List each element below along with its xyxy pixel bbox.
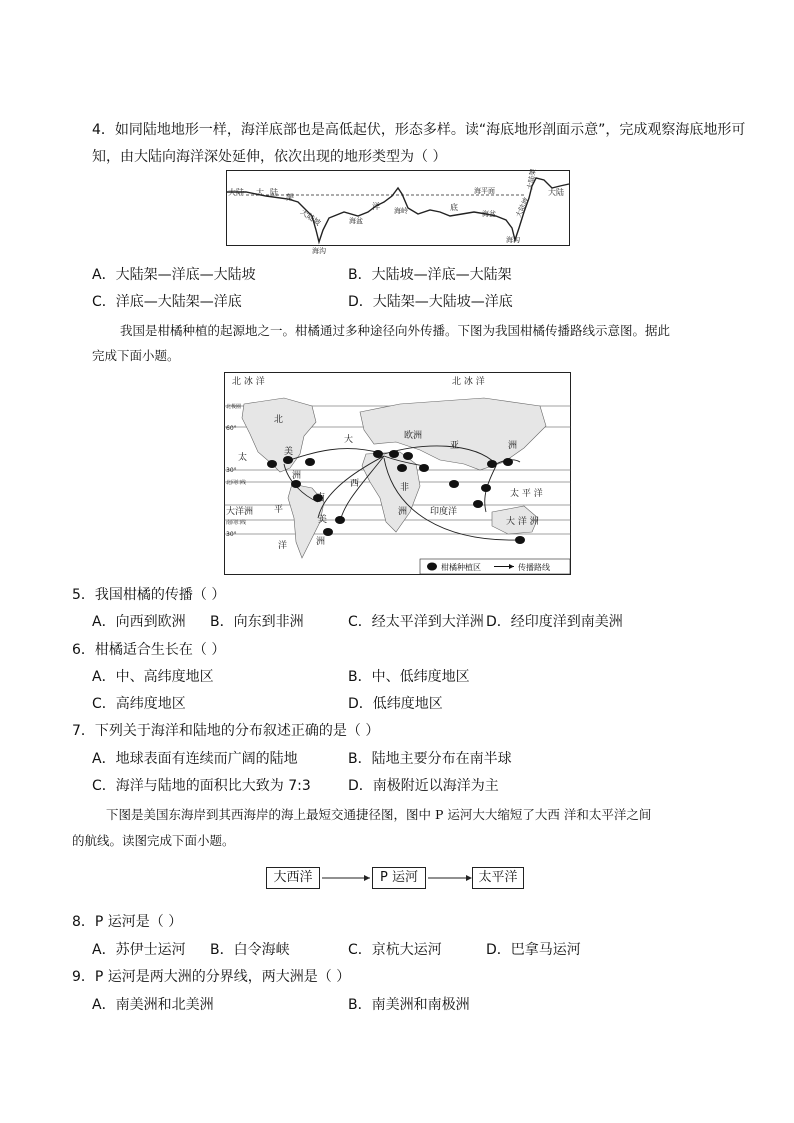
q6-option-d: D．低纬度地区 <box>348 696 443 712</box>
map-arctic-left: 北 冰 洋 <box>232 377 265 387</box>
map-nan: 南 <box>316 493 326 503</box>
label-ridge: 海岭 <box>394 207 408 215</box>
q8-option-c: C．京杭大运河 <box>348 942 442 958</box>
q4-option-d: D．大陆架—大陆坡—洋底 <box>348 294 513 310</box>
label-continent-left: 大陆 <box>228 188 244 197</box>
map-tropic-cancer: 北回归线 <box>226 480 247 486</box>
map-xi: 西 <box>350 479 360 489</box>
map-fei: 非 <box>400 483 410 493</box>
q7-stem: 7．下列关于海洋和陆地的分布叙述正确的是（ ） <box>72 723 380 739</box>
citrus-intro-line1: 我国是柑橘种植的起源地之一。柑橘通过多种途径向外传播。下图为我国柑橘传播路线示意图。据此 <box>120 323 671 338</box>
map-ya: 亚 <box>450 441 460 451</box>
label-shelf-3: 架 <box>286 193 294 202</box>
label-basin-right: 海盆 <box>482 210 496 218</box>
map-yang: 洋 <box>278 541 288 551</box>
map-america2: 美 <box>318 515 328 525</box>
citrus-map-svg <box>224 372 571 575</box>
canal-flow-diagram <box>266 867 524 889</box>
q6-option-c: C．高纬度地区 <box>92 696 186 712</box>
q5-option-d: D．经印度洋到南美洲 <box>486 614 623 630</box>
q5-option-b: B．向东到非洲 <box>210 614 304 630</box>
map-taiping-right: 太 平 洋 <box>510 489 543 499</box>
label-ocean: 洋 <box>372 202 380 211</box>
q9-stem: 9．P 运河是两大洲的分界线，两大洲是（ ） <box>72 969 351 985</box>
label-sea-level: 海平面 <box>474 187 495 195</box>
map-tropic-capricorn: 南回归线 <box>226 520 247 526</box>
q4-option-a: A．大陆架—洋底—大陆坡 <box>92 267 256 283</box>
map-zhou-africa: 洲 <box>398 507 408 517</box>
map-europe: 欧洲 <box>404 431 423 441</box>
map-dayang-zhou: 大 洋 洲 <box>506 517 539 527</box>
label-slope-right: 大陆坡 <box>514 196 531 219</box>
q4-stem-line2: 知，由大陆向海洋深处延伸，依次出现的地形类型为（ ） <box>92 149 447 165</box>
q9-option-a: A．南美洲和北美洲 <box>92 997 214 1013</box>
label-basin-left: 海盆 <box>349 217 363 225</box>
map-arctic-right: 北 冰 洋 <box>452 377 485 387</box>
label-shelf-2: 陆 <box>270 188 278 197</box>
canal-intro-line1: 下图是美国东海岸到其西海岸的海上最短交通捷径图，图中 P 运河大大缩短了大西 洋和太平洋之间 <box>106 807 652 822</box>
seafloor-profile-figure <box>226 168 570 255</box>
map-ping: 平 <box>274 505 284 515</box>
q5-stem: 5．我国柑橘的传播（ ） <box>72 587 226 603</box>
citrus-intro-line2: 完成下面小题。 <box>92 348 180 363</box>
map-zhou-na: 洲 <box>292 471 302 481</box>
map-tai: 太 <box>238 453 248 463</box>
q4-option-b: B．大陆坡—洋底—大陆架 <box>348 267 512 283</box>
label-trench-left: 海沟 <box>312 247 326 255</box>
q4-stem-line1: 4．如同陆地地形一样，海洋底部也是高低起伏，形态多样。读“海底地形剖面示意”，完成观察海底地形可 <box>92 122 746 138</box>
map-north1: 北 <box>274 415 284 425</box>
map-lat-60: 60° <box>226 425 237 432</box>
map-lat-30s: 30° <box>226 531 237 538</box>
q6-stem: 6．柑橘适合生长在（ ） <box>72 642 226 658</box>
q7-option-b: B．陆地主要分布在南半球 <box>348 751 512 767</box>
q9-option-b: B．南美洲和南极洲 <box>348 997 470 1013</box>
q8-option-a: A．苏伊士运河 <box>92 942 186 958</box>
label-shelf-1: 大 <box>256 188 264 197</box>
legend-area-label: 柑橘种植区 <box>441 563 481 572</box>
citrus-map-figure <box>224 372 571 575</box>
map-indian: 印度洋 <box>430 507 458 517</box>
q5-option-a: A．向西到欧洲 <box>92 614 186 630</box>
canal-intro-line2: 的航线。读图完成下面小题。 <box>72 833 235 848</box>
label-shelf-right: 大陆架 <box>526 168 538 191</box>
label-trench-right: 海沟 <box>506 236 520 244</box>
q8-option-d: D．巴拿马运河 <box>486 942 581 958</box>
legend-route-label: 传播路线 <box>518 563 550 572</box>
flow-arrow-2 <box>426 867 476 889</box>
q7-option-a: A．地球表面有连续而广阔的陆地 <box>92 751 298 767</box>
map-lat-30n: 30° <box>226 467 237 474</box>
q7-option-c: C．海洋与陆地的面积比大致为 7:3 <box>92 778 311 794</box>
q7-option-d: D．南极附近以海洋为主 <box>348 778 499 794</box>
map-america1: 美 <box>284 447 294 457</box>
label-floor: 底 <box>450 203 458 212</box>
map-oceania: 大洋洲 <box>226 507 254 517</box>
label-continent-right: 大陆 <box>548 188 564 197</box>
q6-option-b: B．中、低纬度地区 <box>348 669 470 685</box>
map-zhou-sa: 洲 <box>316 537 326 547</box>
label-slope-left: 大陆坡 <box>298 207 323 228</box>
q8-stem: 8．P 运河是（ ） <box>72 914 183 930</box>
q4-option-c: C．洋底—大陆架—洋底 <box>92 294 242 310</box>
map-arctic-circle: 北极圈 <box>226 404 242 410</box>
legend-citrus-icon <box>427 563 437 571</box>
map-da1: 大 <box>344 435 354 445</box>
q6-option-a: A．中、高纬度地区 <box>92 669 214 685</box>
flow-box-atlantic: 大西洋 <box>266 867 320 889</box>
q5-option-c: C．经太平洋到大洋洲 <box>348 614 484 630</box>
seafloor-profile-svg <box>226 168 570 255</box>
q8-option-b: B．白令海峡 <box>210 942 290 958</box>
flow-box-pacific: 太平洋 <box>472 867 524 889</box>
flow-box-p-canal: P 运河 <box>372 867 426 889</box>
map-zhou-asia: 洲 <box>508 441 518 451</box>
